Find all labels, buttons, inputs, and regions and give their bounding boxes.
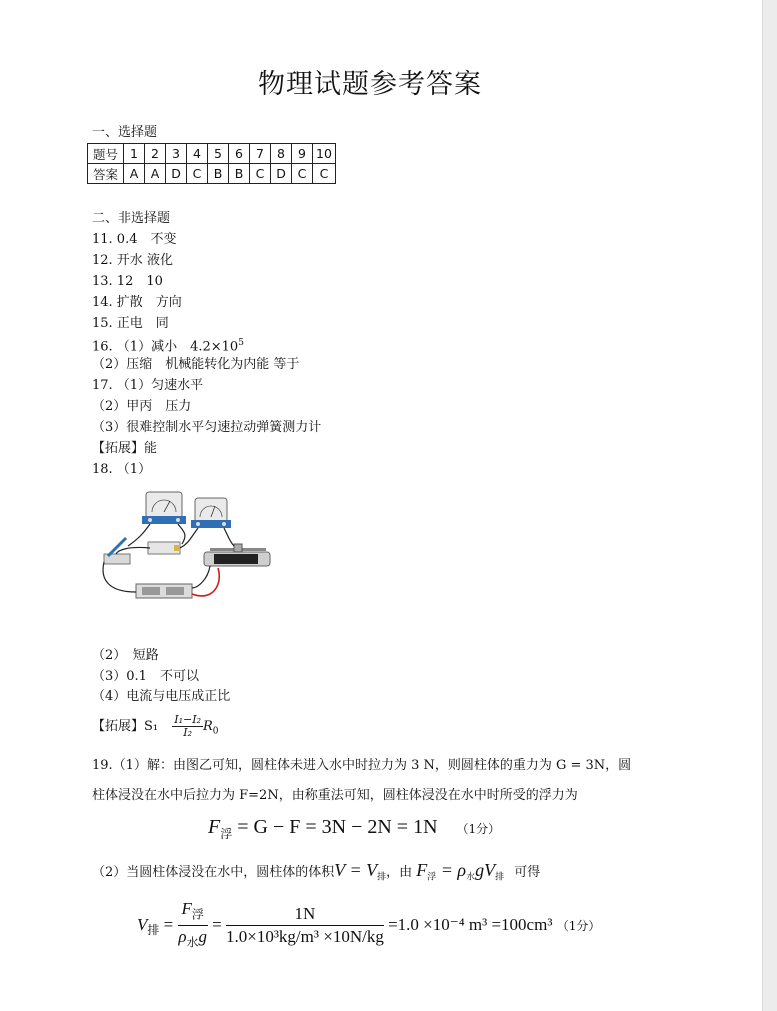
density-expr: = ρ: [436, 860, 467, 880]
table-cell: D: [166, 164, 187, 184]
fraction-denominator: I₂: [183, 726, 193, 739]
gv-expr: gV: [475, 860, 496, 880]
q16-text: 16. （1）减小 4.2×10: [92, 339, 239, 355]
answer-line: 11. 0.4 不变: [92, 232, 177, 247]
answer-line: （3）0.1 不可以: [92, 669, 199, 684]
answer-line: （4）电流与电压成正比: [92, 689, 231, 704]
eq2-frac-den: [178, 926, 208, 953]
table-cell: A: [124, 164, 145, 184]
eq2-f: F: [181, 899, 192, 918]
q19-line3: [92, 862, 540, 887]
table-cell: A: [145, 164, 166, 184]
equation-volume: $V_排$ = $F_浮$ $\rho_水g$ = $\frac{1N}{\text{1.0×10³kg/m³ ×10N/kg}}$ =1.0 ×10⁻⁴ m³ =100cm³ （1分）: [137, 898, 600, 954]
resistor-icon: [148, 542, 180, 554]
eq2-rho: ρ: [178, 927, 187, 947]
eq2-num: 1N: [226, 903, 384, 926]
table-cell: 10: [313, 144, 336, 164]
table-cell: C: [250, 164, 271, 184]
answer-line: 15. 正电 同: [92, 316, 169, 331]
table-cell: 3: [166, 144, 187, 164]
answer-line: 14. 扩散 方向: [92, 295, 182, 310]
section2-heading: 二、非选择题: [92, 211, 171, 226]
eq2-result: =1.0 ×10⁻⁴ m³ =100cm³: [388, 914, 553, 934]
table-cell: 9: [292, 144, 313, 164]
table-cell: 1: [124, 144, 145, 164]
score-note: （1分）: [456, 822, 501, 836]
table-cell: 4: [187, 144, 208, 164]
table-row-answers: [88, 164, 336, 184]
q19-text-c: 可得: [514, 865, 541, 880]
resistance-symbol: R: [203, 719, 213, 734]
eq2-g: g: [198, 927, 208, 947]
eq2-frac-num: [178, 898, 208, 926]
eq2-rho-sub: 水: [186, 935, 199, 950]
battery-icon: [136, 584, 192, 598]
answer-line: 12. 开水 液化: [92, 253, 173, 268]
resistance-subscript: 0: [212, 726, 219, 737]
eq2-fraction-numeric: [226, 903, 384, 948]
answer-line: 13. 12 10: [92, 274, 163, 289]
q18-ext-label: 【拓展】S₁: [92, 719, 159, 734]
eq2-lhs: V: [137, 914, 148, 934]
q19-line2: 柱体浸没在水中后拉力为 F=2N，由称重法可知，圆柱体浸没在水中时所受的浮力为: [92, 788, 578, 803]
force-symbol: F: [416, 860, 428, 880]
equation-buoyancy: [208, 816, 500, 842]
q19-text-a: （2）当圆柱体浸没在水中，圆柱体的体积: [92, 865, 335, 880]
table-cell: 2: [145, 144, 166, 164]
answer-line: 18. （1）: [92, 462, 152, 477]
eq-symbol: F: [208, 816, 221, 838]
volume-sub: 排: [377, 872, 387, 883]
answer-table: [87, 143, 336, 184]
table-header-number: 题号: [88, 144, 124, 164]
volume-eq: V = V: [334, 860, 378, 880]
ammeter-icon: [142, 492, 186, 524]
rheostat-icon: [204, 544, 270, 566]
eq-expression: = G − F = 3N − 2N = 1N: [232, 816, 438, 838]
eq2-den: 1.0×10³kg/m³ ×10N/kg: [226, 927, 384, 947]
page-title: 物理试题参考答案: [258, 69, 482, 100]
answer-line: （2）甲丙 压力: [92, 399, 192, 414]
q19-line1: 19.（1）解：由图乙可知，圆柱体未进入水中时拉力为 3 N，则圆柱体的重力为 G = 3N，圆: [92, 758, 632, 773]
eq2-f-sub: 浮: [191, 907, 204, 922]
q19-text-b: ，由: [386, 865, 413, 880]
section1-heading: 一、选择题: [92, 125, 158, 140]
circuit-diagram: [98, 484, 276, 614]
table-cell: 6: [229, 144, 250, 164]
table-cell: B: [229, 164, 250, 184]
fraction-numerator: I₁−I₂: [174, 713, 201, 726]
table-header-answer: 答案: [88, 164, 124, 184]
answer-line: 17. （1）匀速水平: [92, 378, 204, 393]
table-cell: C: [187, 164, 208, 184]
q16-exponent: 5: [238, 338, 244, 348]
table-cell: 8: [271, 144, 292, 164]
answer-line: （2） 短路: [92, 648, 159, 663]
score-note: （1分）: [556, 918, 601, 933]
gv-sub: 排: [495, 872, 505, 883]
q18-ext-fraction: [172, 714, 203, 739]
scrollbar[interactable]: [762, 0, 777, 1011]
eq2-lhs-sub: 排: [147, 923, 160, 938]
answer-line: （2）压缩 机械能转化为内能 等于: [92, 357, 300, 372]
density-sub: 水: [466, 872, 476, 883]
answer-line-18-extension: [92, 714, 219, 741]
answer-line: （3）很难控制水平匀速拉动弹簧测力计: [92, 420, 322, 435]
table-cell: C: [292, 164, 313, 184]
table-cell: C: [313, 164, 336, 184]
answer-line: 【拓展】能: [92, 441, 158, 456]
eq-subscript: 浮: [220, 827, 233, 841]
table-cell: 7: [250, 144, 271, 164]
table-row-numbers: [88, 144, 336, 164]
eq2-fraction-symbolic: [178, 898, 208, 954]
voltmeter-icon: [191, 498, 231, 528]
force-sub: 浮: [427, 872, 437, 883]
table-cell: D: [271, 164, 292, 184]
table-cell: B: [208, 164, 229, 184]
switch-icon: [104, 538, 130, 564]
table-cell: 5: [208, 144, 229, 164]
answer-line-16: [92, 335, 244, 355]
